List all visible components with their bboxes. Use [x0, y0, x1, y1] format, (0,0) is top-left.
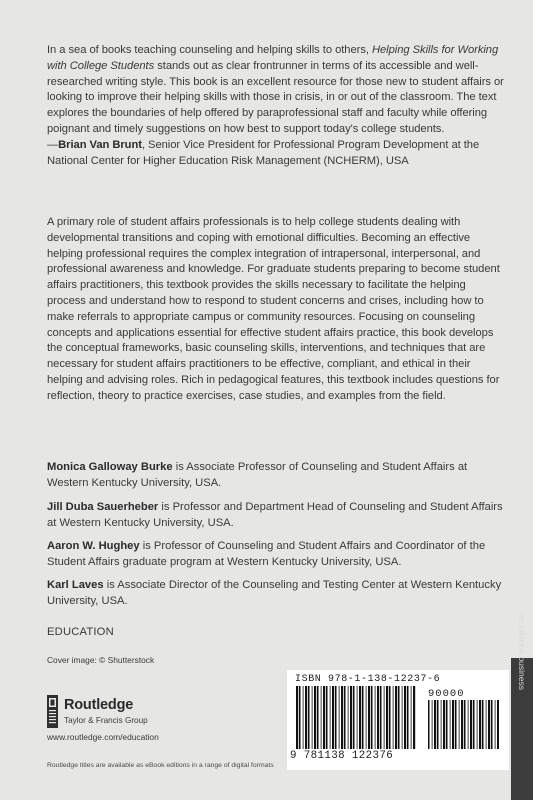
endorsement-book-title: Helping Skills for Working with College Students [47, 44, 499, 72]
barcode-bar [312, 686, 313, 749]
publisher-subtitle: Taylor & Francis Group [64, 716, 148, 725]
endorsement-text-after: stands out as clear frontrunner in terms of its accessible and well-researched writing style. This book is an excellent resource for those new to student affairs or looking to improve their helping skills with those in crisis, in or out of the classroom. The text explores the boundaries of help offered by paraprofessional staff and faculty while offering poignant and timely suggestions on how best to support today's college students. [47, 59, 504, 135]
barcode-bar [488, 700, 490, 749]
barcode-bar [393, 686, 394, 749]
barcode-bar [386, 686, 388, 749]
barcode-bar [344, 686, 346, 749]
subject-category: EDUCATION [47, 626, 114, 638]
barcode-bar [413, 686, 415, 749]
endorsement-text-before: In a sea of books teaching counseling and helping skills to others, [47, 44, 372, 56]
author-bio [47, 539, 505, 571]
barcode-bar [296, 686, 298, 749]
barcode-bar [446, 700, 448, 749]
isbn-barcode-panel [287, 670, 509, 770]
barcode-bar [314, 686, 316, 749]
barcode-bar [497, 700, 499, 749]
barcode-bar [357, 686, 358, 749]
barcode-bar [305, 686, 307, 749]
barcode-bar [428, 700, 430, 749]
endorsement-author: Brian Van Brunt [58, 138, 142, 151]
author-bio-name: Aaron W. Hughey [47, 540, 140, 552]
price-code: 90000 [428, 688, 465, 700]
publisher-name: Routledge [64, 697, 134, 713]
barcode-bar [464, 700, 466, 749]
barcode-bar [450, 700, 451, 749]
barcode-bar [339, 686, 340, 749]
barcode-bar [332, 686, 334, 749]
barcode-bar [404, 686, 406, 749]
barcode-bar [402, 686, 403, 749]
barcode-bar [362, 686, 364, 749]
endorsement-dash: — [47, 138, 59, 151]
author-bio [47, 578, 505, 610]
barcode-bar [495, 700, 496, 749]
barcode-bar [341, 686, 343, 749]
barcode-bar [477, 700, 478, 749]
barcode-bar [459, 700, 460, 749]
barcode-bar [308, 686, 310, 749]
barcode-bar [303, 686, 304, 749]
ebook-note: Routledge titles are available as eBook editions in a range of digital formats [47, 762, 274, 769]
barcode-bar [491, 700, 493, 749]
barcode-bar [411, 686, 412, 749]
barcode-bar [389, 686, 391, 749]
barcode-bar [353, 686, 355, 749]
barcode-bar [335, 686, 337, 749]
barcode-digits: 9 781138 122376 [290, 750, 394, 762]
barcode-bar [359, 686, 361, 749]
barcode-bar [441, 700, 442, 749]
barcode-bar [437, 700, 439, 749]
author-bio-name: Karl Laves [47, 579, 104, 591]
barcode-bar [452, 700, 454, 749]
cover-credit: Cover image: © Shutterstock [47, 655, 155, 665]
book-description: A primary role of student affairs professionals is to help college students dealing with developmental transitions and coping with emotional difficulties. Becoming an effective helping professional requires the complex integration of intrapersonal, interpersonal, and professional awareness and knowledge. For graduate students preparing to become student affairs practitioners, this textbook provides the skills necessary to facilitate the helping process and understand how to respond to student concerns and crises, including how to make referrals to appropriate campus or community resources. Focusing on counseling concepts and applications essential for effective student affairs practice, this book develops the conceptual frameworks, basic counseling skills, interventions, and techniques that are necessary for student affairs practitioners to be effective, compliant, and ethical in their helping and advising roles. Rich in pedagogical features, this textbook includes questions for reflection, theory to practice exercises, case studies, and examples from the field. [47, 216, 500, 402]
barcode-bar [371, 686, 373, 749]
routledge-logo-icon [47, 695, 58, 728]
endorsement-block [47, 43, 505, 169]
author-bio-text: is Associate Professor of Counseling and Student Affairs at Western Kentucky University, USA. [47, 461, 468, 489]
author-bio-text: is Associate Director of the Counseling and Testing Center at Western Kentucky University, USA. [47, 579, 502, 607]
barcode-bar [350, 686, 352, 749]
barcode-bar [395, 686, 397, 749]
publisher-url[interactable]: www.routledge.com/education [47, 732, 159, 742]
isbn-label: ISBN 978-1-138-12237-6 [295, 674, 441, 685]
barcode-bar [470, 700, 472, 749]
barcode-bar [398, 686, 400, 749]
barcode-bar [443, 700, 445, 749]
barcode-bar [455, 700, 457, 749]
barcode-bar [366, 686, 367, 749]
barcode-bar [461, 700, 463, 749]
barcode-bar [482, 700, 484, 749]
barcode-icon [295, 686, 417, 749]
author-bio-text: is Professor of Counseling and Student Affairs and Coordinator of the Student Affairs graduate program at Western Kentucky University, USA. [47, 540, 486, 568]
barcode-bar [434, 700, 436, 749]
author-bio-text: is Professor and Department Head of Counseling and Student Affairs at Western Kentucky University, USA. [47, 501, 503, 529]
barcode-bar [384, 686, 385, 749]
endorsement-author-role: , Senior Vice President for Professional Program Development at the National Center for Higher Education Risk Management (NCHERM), USA [47, 138, 480, 167]
barcode-bar [473, 700, 475, 749]
author-bio-name: Jill Duba Sauerheber [47, 501, 159, 513]
barcode-bar [486, 700, 487, 749]
barcode-bar [348, 686, 349, 749]
barcode-bar [321, 686, 322, 749]
barcode-bar [407, 686, 409, 749]
barcode-bar [299, 686, 301, 749]
publisher-logo [47, 695, 207, 731]
barcode-bar [479, 700, 481, 749]
author-bio-name: Monica Galloway Burke [47, 461, 173, 473]
spine-text: an informa business [517, 613, 527, 690]
barcode-bar [380, 686, 382, 749]
barcode-bar [377, 686, 379, 749]
barcode-bar [317, 686, 319, 749]
barcode-bar [323, 686, 325, 749]
barcode-bar [368, 686, 370, 749]
barcode-bar [468, 700, 469, 749]
addon-barcode-icon [427, 700, 499, 749]
barcode-bar [432, 700, 433, 749]
author-bio [47, 500, 505, 532]
barcode-bar [330, 686, 331, 749]
author-bio [47, 460, 505, 492]
barcode-bar [375, 686, 376, 749]
barcode-bar [326, 686, 328, 749]
